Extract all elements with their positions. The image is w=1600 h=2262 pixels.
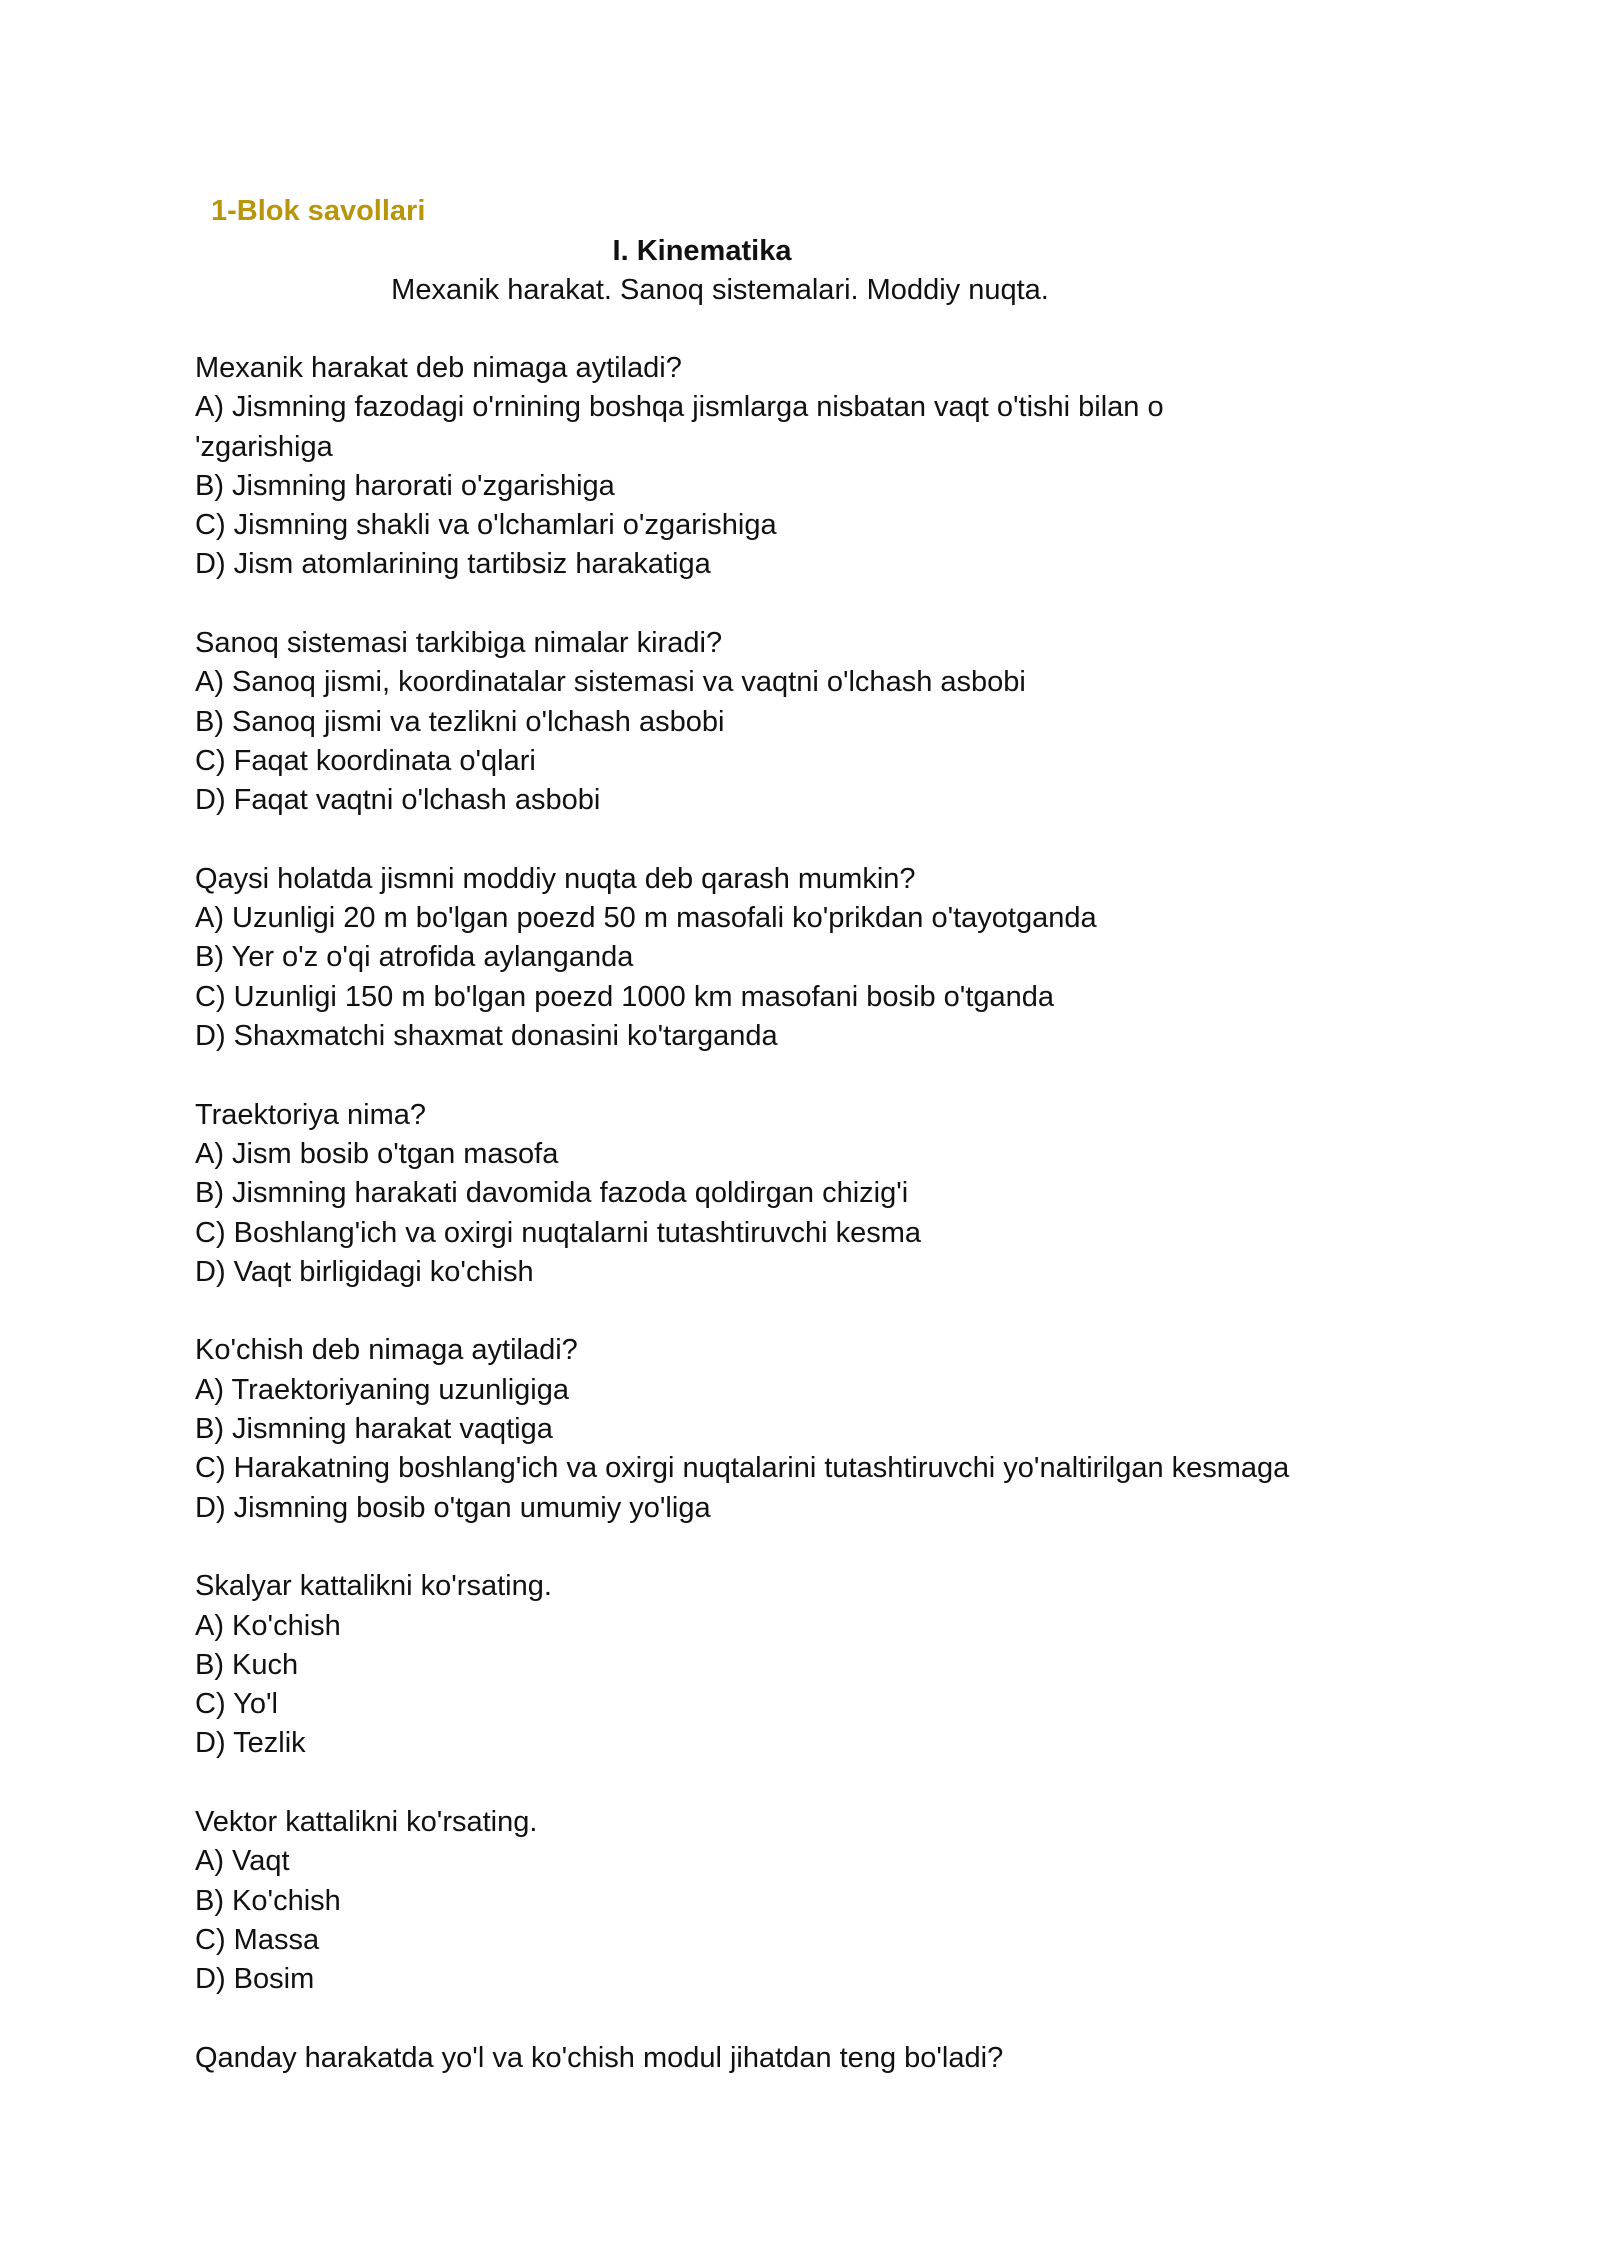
question-block — [195, 1096, 1425, 1292]
answer-option-c: C) Uzunligi 150 m bo'lgan poezd 1000 km masofani bosib o'tganda — [195, 980, 1055, 1013]
answer-option-a: A) Uzunligi 20 m bo'lgan poezd 50 m masofali ko'prikdan o'tayotganda — [195, 902, 1097, 935]
question-list — [195, 349, 1425, 2117]
question-text: Qanday harakatda yo'l va ko'chish modul jihatdan teng bo'ladi? — [195, 2041, 1004, 2074]
question-text: Traektoriya nima? — [195, 1098, 427, 1131]
question-block — [195, 624, 1425, 820]
answer-option-a: A) Ko'chish — [195, 1609, 341, 1642]
answer-option-d: D) Faqat vaqtni o'lchash asbobi — [195, 784, 601, 817]
answer-option-c: C) Jismning shakli va o'lchamlari o'zgarishiga — [195, 509, 777, 542]
answer-option-b: B) Yer o'z o'qi atrofida aylanganda — [195, 941, 634, 974]
answer-option-c: C) Faqat koordinata o'qlari — [195, 744, 536, 777]
question-text: Ko'chish deb nimaga aytiladi? — [195, 1334, 578, 1367]
answer-option-d: D) Tezlik — [195, 1727, 306, 1760]
question-block — [195, 1803, 1425, 1999]
answer-option-b: B) Sanoq jismi va tezlikni o'lchash asbobi — [195, 705, 725, 738]
answer-option-a: A) Jismning fazodagi o'rnining boshqa jismlarga nisbatan vaqt o'tishi bilan o 'zgarishiga — [195, 391, 1164, 463]
question-block — [195, 1331, 1425, 1527]
section-heading: I. Kinematika — [612, 235, 792, 267]
answer-option-b: B) Ko'chish — [195, 1884, 341, 1917]
question-text: Vektor kattalikni ko'rsating. — [195, 1805, 538, 1838]
question-text: Mexanik harakat deb nimaga aytiladi? — [195, 352, 682, 384]
answer-option-d: D) Jism atomlarining tartibsiz harakatiga — [195, 548, 711, 581]
question-block — [195, 349, 1425, 585]
question-block — [195, 1567, 1425, 1763]
question-text: Skalyar kattalikni ko'rsating. — [195, 1570, 552, 1603]
answer-option-d: D) Bosim — [195, 1963, 315, 1996]
answer-option-c: C) Yo'l — [195, 1688, 278, 1721]
answer-option-c: C) Harakatning boshlang'ich va oxirgi nuqtalarini tutashtiruvchi yo'naltirilgan kesmaga — [195, 1452, 1290, 1485]
answer-option-b: B) Jismning harakat vaqtiga — [195, 1413, 553, 1446]
answer-option-a: A) Jism bosib o'tgan masofa — [195, 1137, 559, 1170]
answer-option-a: A) Vaqt — [195, 1845, 290, 1878]
question-text: Qaysi holatda jismni moddiy nuqta deb qarash mumkin? — [195, 862, 916, 895]
answer-option-c: C) Massa — [195, 1923, 320, 1956]
answer-option-a: A) Sanoq jismi, koordinatalar sistemasi va vaqtni o'lchash asbobi — [195, 666, 1026, 699]
answer-option-a: A) Traektoriyaning uzunligiga — [195, 1373, 569, 1406]
answer-option-d: D) Jismning bosib o'tgan umumiy yo'liga — [195, 1491, 711, 1524]
question-text: Sanoq sistemasi tarkibiga nimalar kiradi? — [195, 627, 723, 660]
answer-option-b: B) Jismning harorati o'zgarishiga — [195, 469, 615, 502]
question-block — [195, 860, 1425, 1056]
block-title: 1-Blok savollari — [211, 195, 426, 227]
question-block — [195, 2039, 1425, 2078]
answer-option-b: B) Kuch — [195, 1648, 299, 1681]
section-subtitle: Mexanik harakat. Sanoq sistemalari. Moddiy nuqta. — [391, 274, 1049, 306]
answer-option-c: C) Boshlang'ich va oxirgi nuqtalarni tutashtiruvchi kesma — [195, 1216, 922, 1249]
answer-option-b: B) Jismning harakati davomida fazoda qoldirgan chizig'i — [195, 1177, 909, 1210]
answer-option-d: D) Vaqt birligidagi ko'chish — [195, 1255, 534, 1288]
answer-option-d: D) Shaxmatchi shaxmat donasini ko'targanda — [195, 1020, 778, 1053]
